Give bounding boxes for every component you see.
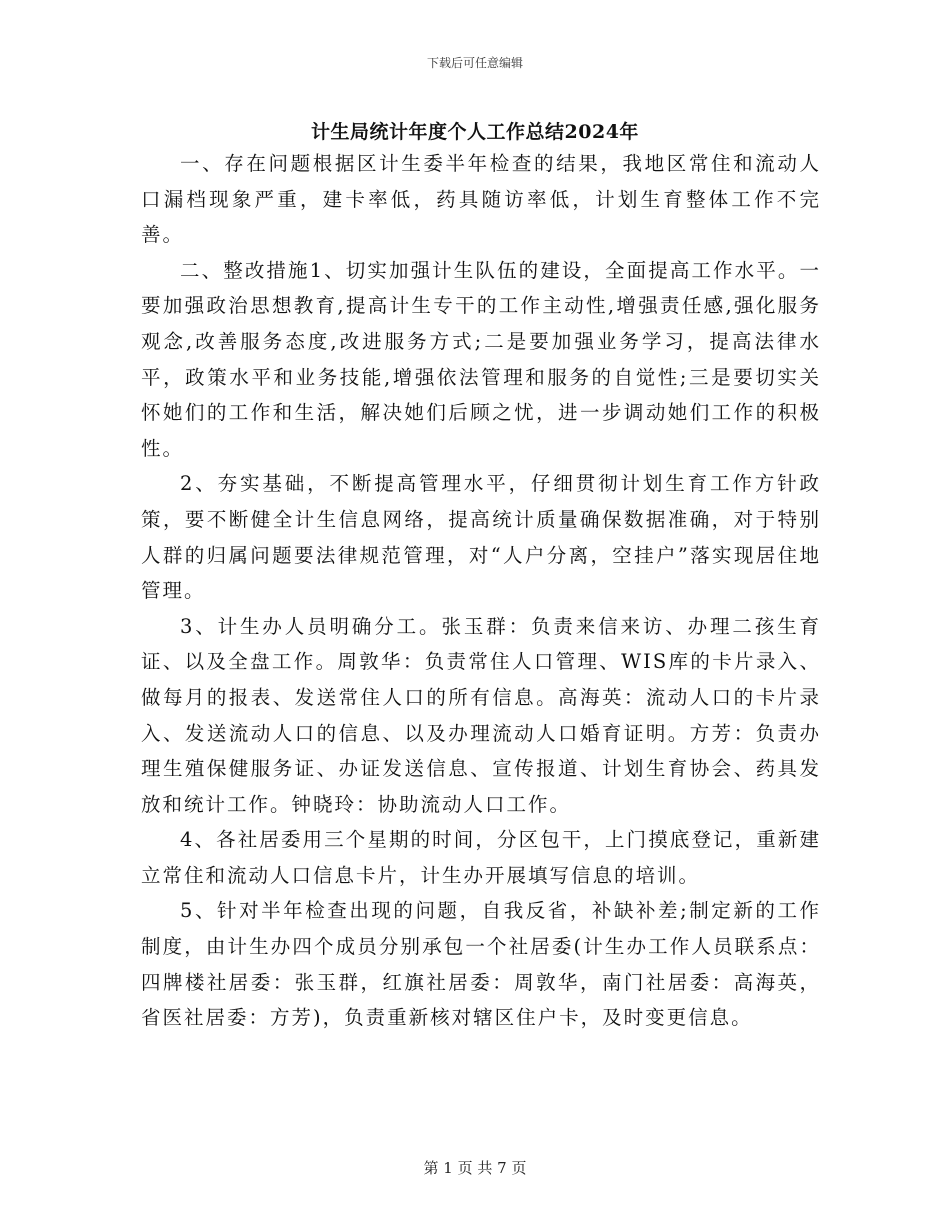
page-footer: 第 1 页 共 7 页 xyxy=(423,1159,527,1177)
document-title: 计生局统计年度个人工作总结2024年 xyxy=(311,121,639,143)
paragraph-measures: 二、整改措施1、切实加强计生队伍的建设，全面提高工作水平。一要加强政治思想教育,提高计生专干的工作主动性,增强责任感,强化服务观念,改善服务态度,改进服务方式;二是要加强业务学习，提高法律水平，政策水平和业务技能,增强依法管理和服务的自觉性;三是要切实关怀她们的工作和生活，解决她们后顾之忧，进一步调动她们工作的积极性。 xyxy=(141,258,821,460)
paragraph-division-of-labor: 3、计生办人员明确分工。张玉群：负责来信来访、办理二孩生育证、以及全盘工作。周敦华：负责常住人口管理、WIS库的卡片录入、做每月的报表、发送常住人口的所有信息。高海英：流动人口的卡片录入、发送流动人口的信息、以及办理流动人口婚育证明。方芳：负责办理生殖保健服务证、办证发送信息、宣传报道、计划生育协会、药具发放和统计工作。钟晓玲：协助流动人口工作。 xyxy=(141,614,821,816)
paragraph-foundation: 2、夯实基础，不断提高管理水平，仔细贯彻计划生育工作方针政策，要不断健全计生信息网络，提高统计质量确保数据准确，对于特别人群的归属问题要法律规范管理，对“人户分离，空挂户”落实现居住地管理。 xyxy=(141,472,821,603)
document-body xyxy=(141,146,821,1036)
paragraph-self-review: 5、针对半年检查出现的问题，自我反省，补缺补差;制定新的工作制度，由计生办四个成员分别承包一个社居委(计生办工作人员联系点：四牌楼社居委：张玉群，红旗社居委：周敦华，南门社居委：高海英，省医社居委：方芳)，负责重新核对辖区住户卡，及时变更信息。 xyxy=(141,899,821,1030)
paragraph-problems: 一、存在问题根据区计生委半年检查的结果，我地区常住和流动人口漏档现象严重，建卡率低，药具随访率低，计划生育整体工作不完善。 xyxy=(141,152,821,247)
header-note: 下载后可任意编辑 xyxy=(426,56,523,70)
paragraph-registration: 4、各社居委用三个星期的时间，分区包干，上门摸底登记，重新建立常住和流动人口信息卡片，计生办开展填写信息的培训。 xyxy=(141,828,821,887)
